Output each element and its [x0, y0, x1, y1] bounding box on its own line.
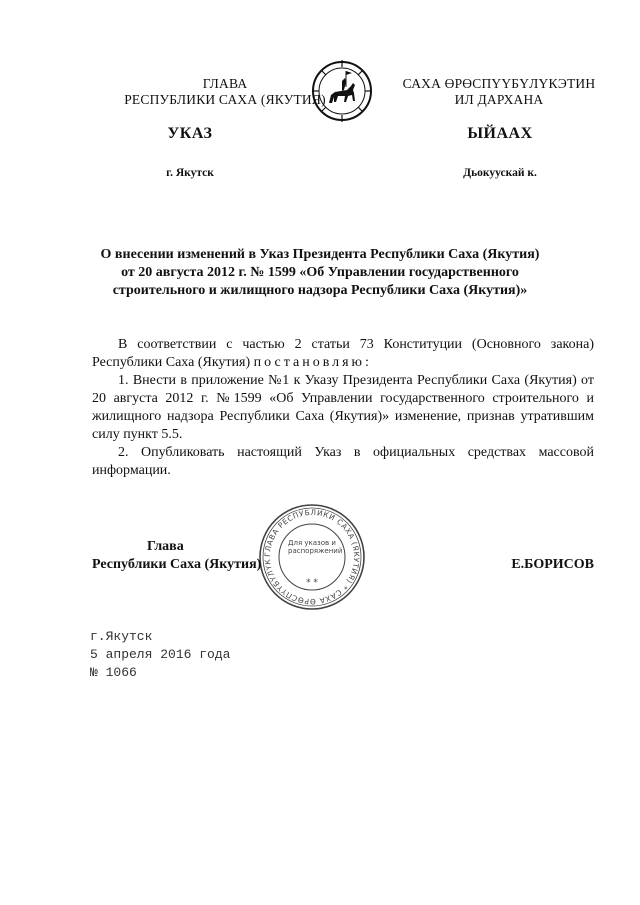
signature-title-line2: Республики Саха (Якутия) [92, 557, 262, 572]
decree-word: постановляю: [253, 355, 372, 370]
decree-title-ru: УКАЗ [167, 125, 213, 142]
subject-line2: от 20 августа 2012 г. № 1599 «Об Управлении государственного [121, 265, 519, 280]
footer-city: г.Якутск [90, 629, 153, 644]
footer-date: 5 апреля 2016 года [90, 647, 231, 662]
emblem-icon [311, 59, 373, 123]
coat-of-arms-emblem [311, 59, 373, 123]
header-right-line1: САХА ӨРӨСПҮҮБҮЛҮКЭТИН [402, 76, 596, 91]
item-1: 1. Внести в приложение №1 к Указу Президента Республики Саха (Якутия) от 20 августа 2012 г. №1599 «Об Управлении государственного строительного и жилищного надзора Республики Саха (Якутия)» изменение, признав утратившим силу пункт 5.5. [92, 373, 594, 442]
subject-line3: строительного и жилищного надзора Республики Саха (Якутия)» [112, 283, 528, 298]
seal-center-text: Для указов и распоряжений [288, 539, 343, 555]
signature-title-line1: Глава [147, 539, 184, 554]
header-right [384, 76, 614, 108]
subject-line1: О внесении изменений в Указ Президента Республики Саха (Якутия) [100, 247, 540, 262]
signatory-name: Е.БОРИСОВ [511, 557, 594, 572]
header-left [110, 76, 340, 108]
decree-subject [80, 246, 560, 300]
preamble-paragraph [92, 336, 594, 372]
item-2: 2. Опубликовать настоящий Указ в официальных средствах массовой информации. [92, 445, 594, 478]
header-right-line2: ИЛ ДАРХАНА [454, 92, 544, 107]
preamble-text: В соответствии с частью 2 статьи 73 Конституции (Основного закона) Республики Саха (Якутия) [92, 337, 594, 370]
decree-body [92, 336, 594, 480]
city-sakha: Дьокуускай к. [463, 167, 537, 179]
decree-footer [90, 628, 340, 682]
decree-title-sakha: ЫЙААХ [467, 125, 533, 142]
header-left-line1: ГЛАВА [202, 76, 248, 91]
seal-ring-text: ГЛАВА РЕСПУБЛИКИ САХА (ЯКУТИЯ) * САХА ӨРӨСПҮҮБҮЛҮК [262, 507, 362, 607]
signature-title [92, 538, 292, 574]
city-ru: г. Якутск [166, 167, 214, 179]
header-left-line2: РЕСПУБЛИКИ САХА (ЯКУТИЯ) [124, 92, 326, 107]
seal-star-icon: * * [306, 578, 318, 588]
footer-number: № 1066 [90, 665, 137, 680]
